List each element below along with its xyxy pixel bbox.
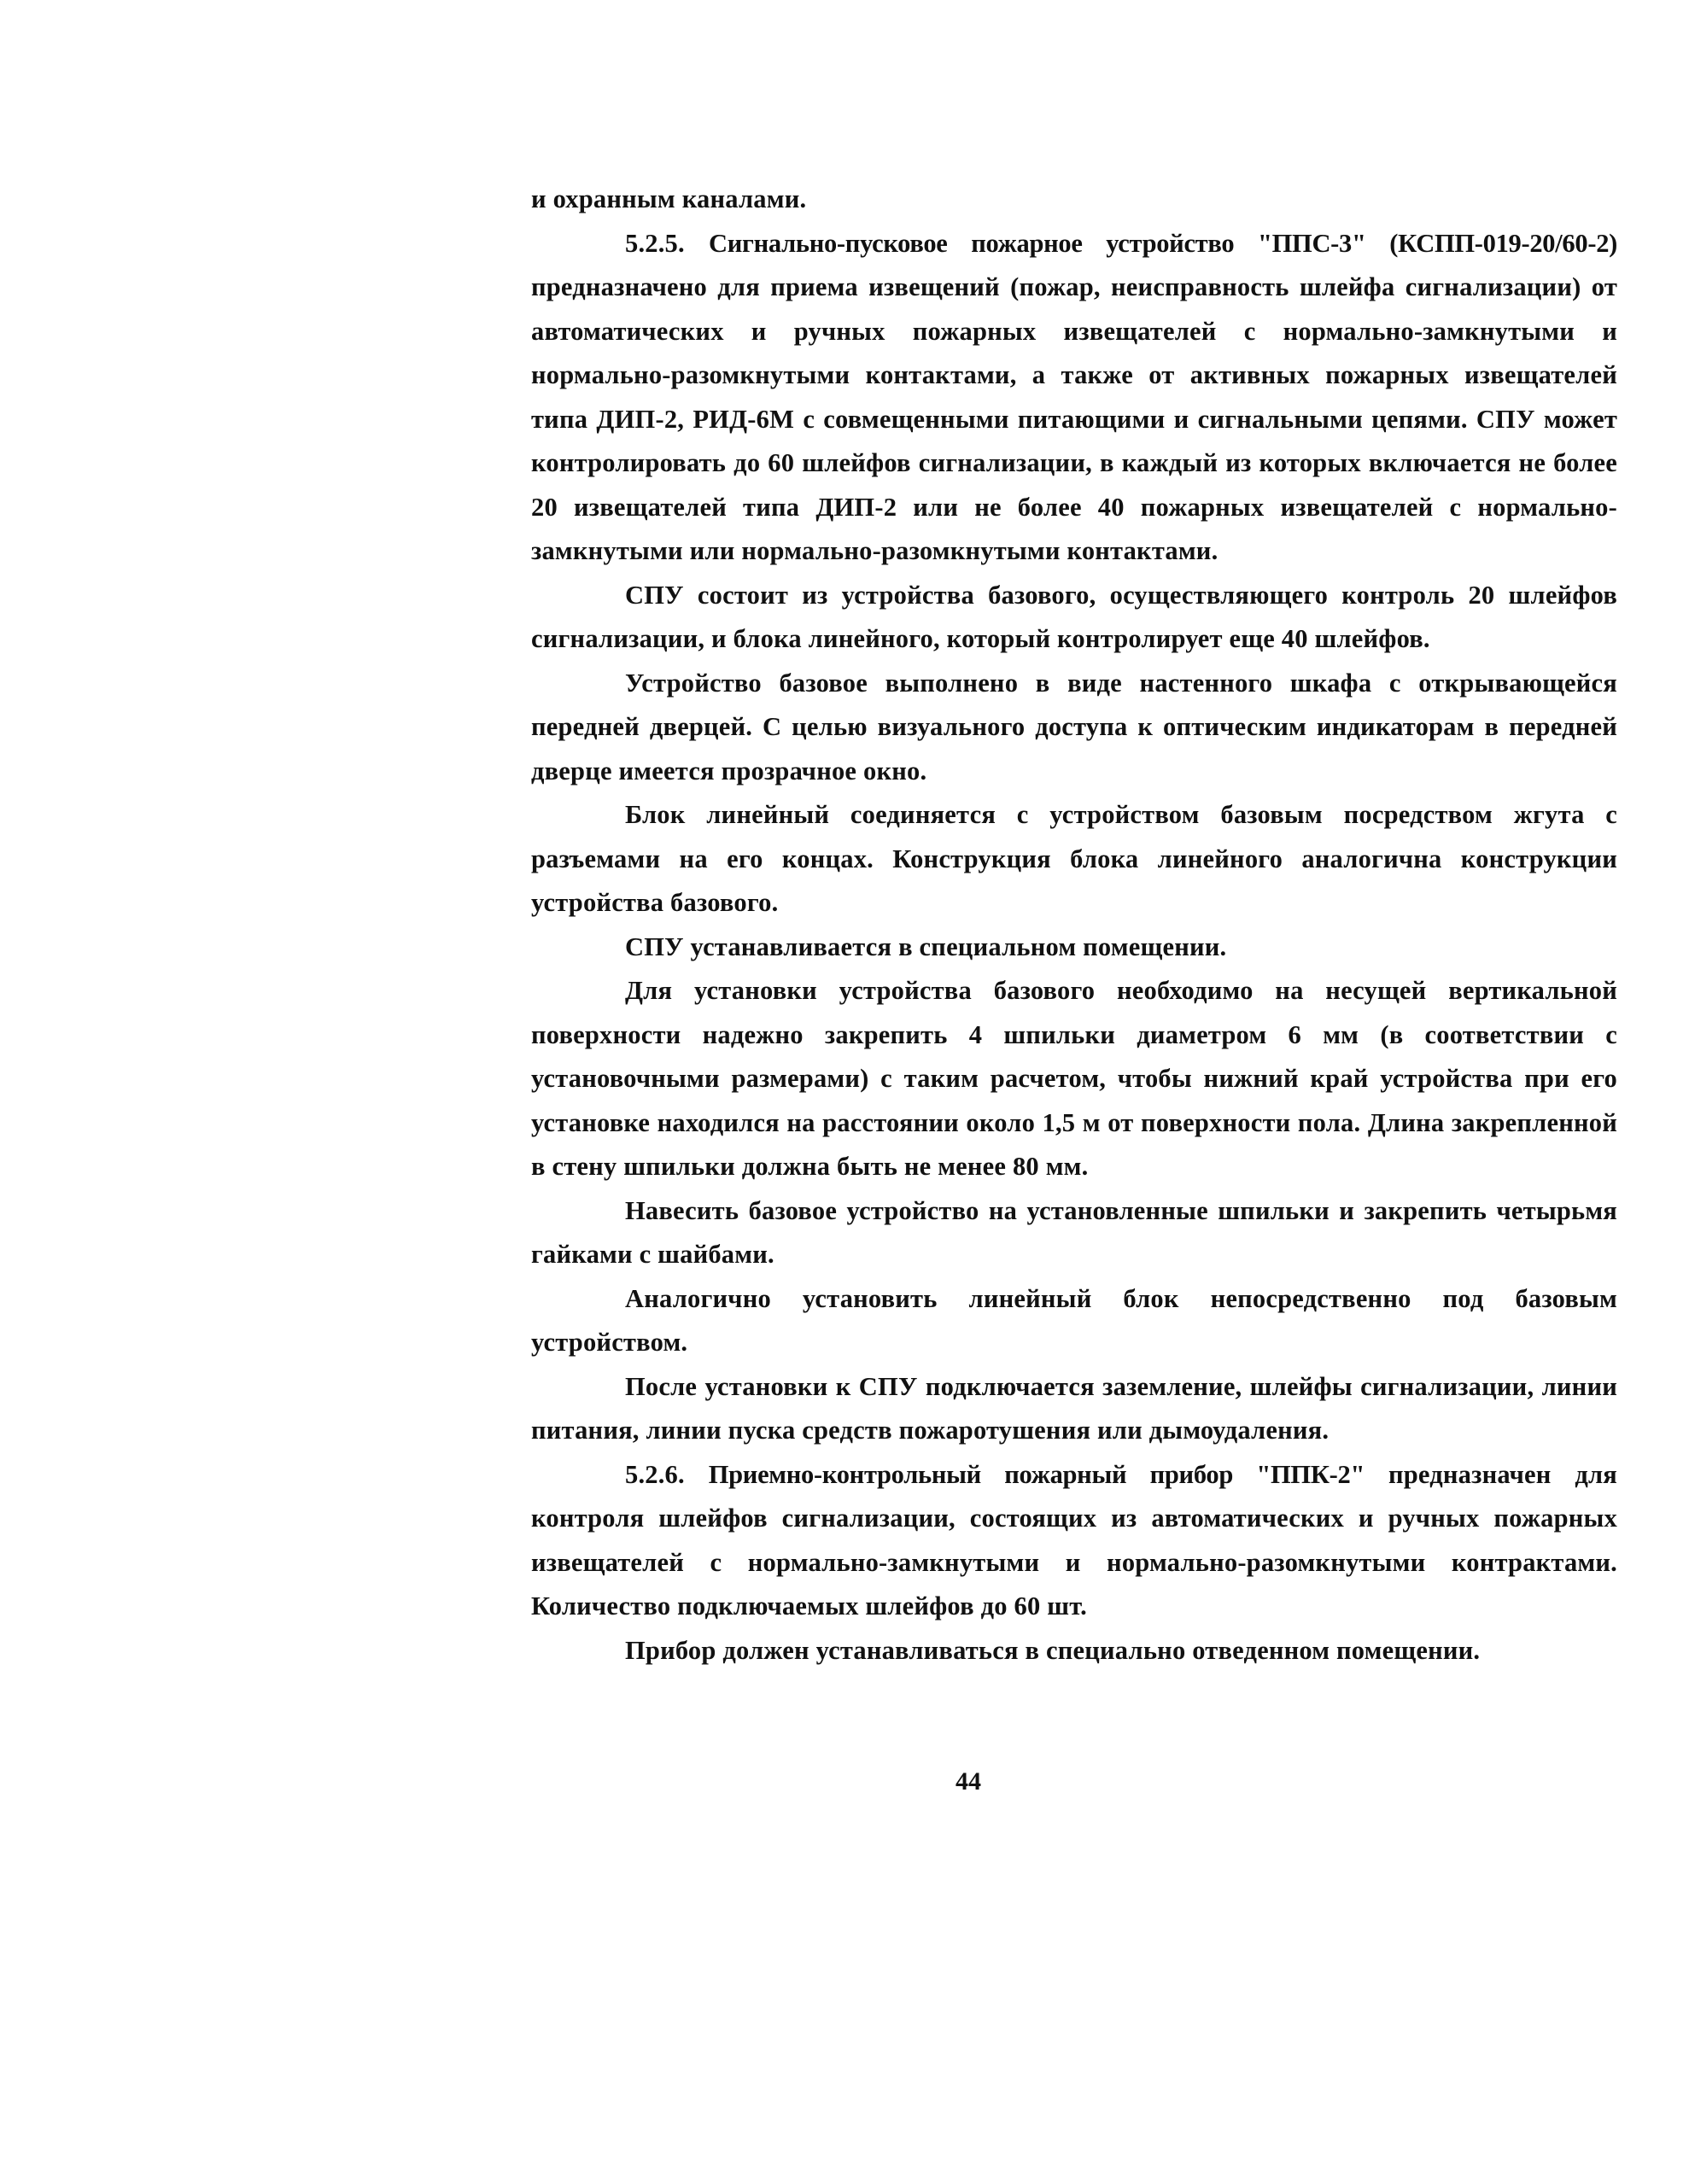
paragraph: СПУ устанавливается в специальном помещении. [625, 931, 1227, 961]
document-body [531, 178, 1617, 1673]
section-text: предназначено для приема извещений (пожар, неисправность шлейфа сигнализации) от автоматических и ручных пожарных извещателей с нормально-замкнутыми и нормально-разомкнутыми контактами, а также от активных пожарных извещателей типа ДИП-2, РИД-6М с совмещенными питающими и сигнальными цепями. СПУ может контролировать до 60 шлейфов сигнализации, в каждый из которых включается не более 20 извещателей типа ДИП-2 или не более 40 пожарных извещателей с нормально-замкнутыми или нормально-разомкнутыми контактами. [531, 272, 1617, 565]
section-title: Приемно-контрольный пожарный прибор "ППК-2" [708, 1459, 1365, 1489]
paragraph: Устройство базовое выполнено в виде настенного шкафа с открывающейся передней дверцей. С целью визуального доступа к оптическим индикаторам в передней дверце имеется прозрачное окно. [531, 668, 1617, 785]
paragraph: Блок линейный соединяется с устройством базовым посредством жгута с разъемами на его концах. Конструкция блока линейного аналогична конструкции устройства базового. [531, 800, 1617, 917]
section-number: 5.2.6. [625, 1459, 685, 1489]
final-paragraph: Прибор должен устанавливаться в специально отведенном помещении. [625, 1635, 1481, 1665]
section-5-2-6 [531, 1453, 1617, 1629]
section-5-2-5 [531, 222, 1617, 574]
paragraph: После установки к СПУ подключается заземление, шлейфы сигнализации, линии питания, линии пуска средств пожаротушения или дымоудаления. [531, 1371, 1617, 1445]
page-number: 44 [956, 1767, 981, 1796]
section-number: 5.2.5. [625, 228, 685, 258]
section-title: Сигнально-пусковое пожарное устройство "ППС-3" (КСПП-019-20/60-2) [709, 228, 1617, 258]
paragraph: Для установки устройства базового необходимо на несущей вертикальной поверхности надежно закрепить 4 шпильки диаметром 6 мм (в соответствии с установочными размерами) с таким расчетом, чтобы нижний край устройства при его установке находился на расстоянии около 1,5 м от поверхности пола. Длина закрепленной в стену шпильки должна быть не менее 80 мм. [531, 976, 1617, 1181]
paragraph: СПУ состоит из устройства базового, осуществляющего контроль 20 шлейфов сигнализации, и блока линейного, который контролирует еще 40 шлейфов. [531, 580, 1617, 653]
paragraph: Навесить базовое устройство на установленные шпильки и закрепить четырьмя гайками с шайбами. [531, 1195, 1617, 1269]
continuation-text: и охранным каналами. [531, 184, 807, 213]
paragraph: Аналогично установить линейный блок непосредственно под базовым устройством. [531, 1283, 1617, 1357]
section-text: предназначен для контроля шлейфов сигнализации, состоящих из автоматических и ручных пожарных извещателей с нормально-замкнутыми и нормально-разомкнутыми контрактами. Количество подключаемых шлейфов до 60 шт. [531, 1459, 1617, 1620]
